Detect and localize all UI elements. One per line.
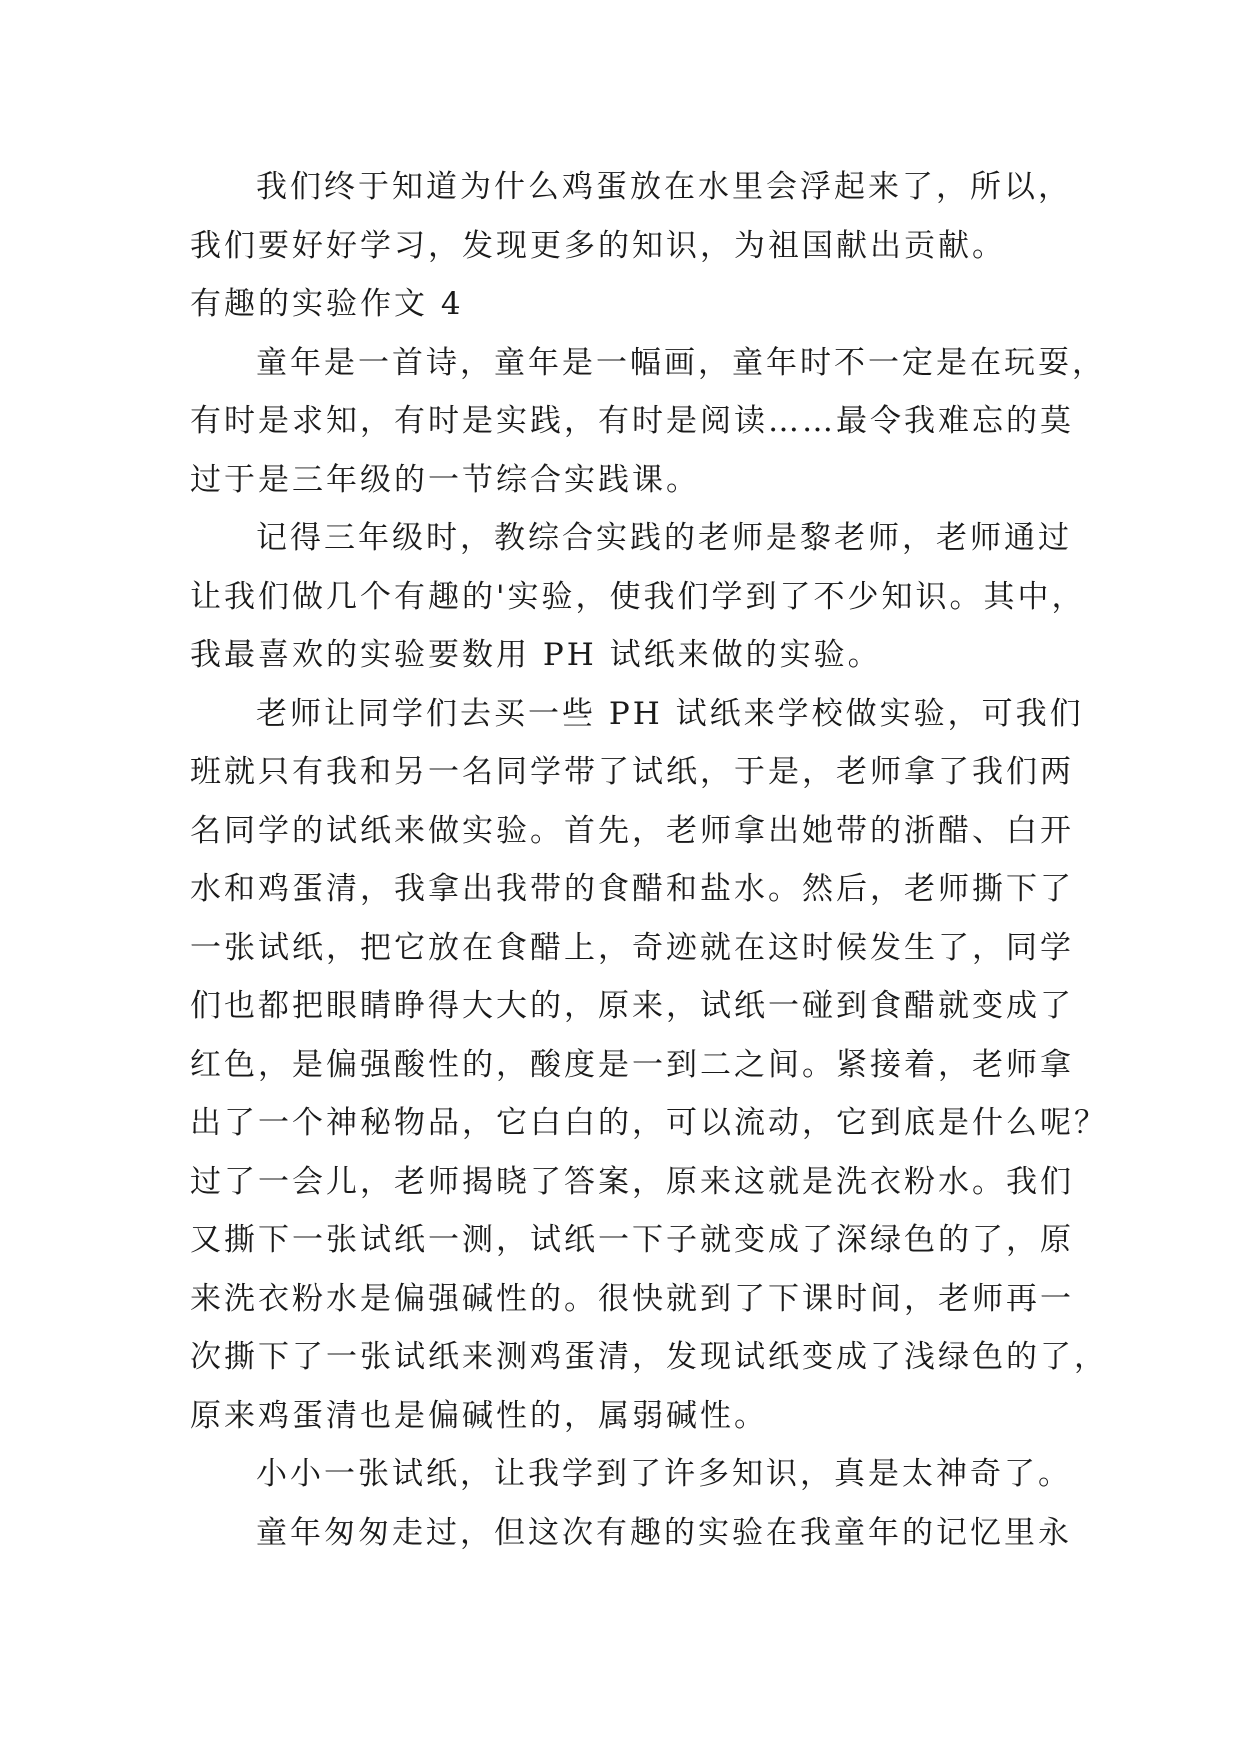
text-line: 又撕下一张试纸一测，试纸一下子就变成了深绿色的了，原 — [190, 1222, 1074, 1258]
text-line: 原来鸡蛋清也是偏碱性的，属弱碱性。 — [190, 1397, 768, 1434]
article-body — [190, 158, 1108, 1562]
text-line: 老师让同学们去买一些 PH 试纸来学校做实验，可我们 — [256, 695, 1084, 732]
text-line: 红色，是偏强酸性的，酸度是一到二之间。紧接着，老师拿 — [190, 1046, 1074, 1083]
text-line: 过了一会儿，老师揭晓了答案，原来这就是洗衣粉水。我们 — [190, 1163, 1074, 1200]
text-line: 我们要好好学习，发现更多的知识，为祖国献出贡献。 — [190, 227, 1006, 264]
text-line: 一张试纸，把它放在食醋上，奇迹就在这时候发生了，同学 — [190, 929, 1074, 966]
text-line: 童年匆匆走过，但这次有趣的实验在我童年的记忆里永 — [256, 1514, 1072, 1551]
text-line: 来洗衣粉水是偏强碱性的。很快就到了下课时间，老师再一 — [190, 1280, 1074, 1317]
text-line: 有时是求知，有时是实践，有时是阅读……最令我难忘的莫 — [190, 403, 1074, 439]
text-line: 出了一个神秘物品，它白白的，可以流动，它到底是什么呢？ — [190, 1105, 1108, 1141]
text-line: 我们终于知道为什么鸡蛋放在水里会浮起来了，所以， — [256, 169, 1072, 205]
text-line: 班就只有我和另一名同学带了试纸，于是，老师拿了我们两 — [190, 754, 1074, 790]
text-line: 名同学的试纸来做实验。首先，老师拿出她带的浙醋、白开 — [190, 812, 1074, 849]
text-line: 水和鸡蛋清，我拿出我带的食醋和盐水。然后，老师撕下了 — [190, 871, 1074, 907]
text-line: 童年是一首诗，童年是一幅画，童年时不一定是在玩耍， — [256, 344, 1106, 381]
text-line: 过于是三年级的一节综合实践课。 — [190, 461, 700, 498]
section-heading: 有趣的实验作文 4 — [190, 286, 464, 322]
text-line: 我最喜欢的实验要数用 PH 试纸来做的实验。 — [190, 637, 882, 673]
text-line: 小小一张试纸，让我学到了许多知识，真是太神奇了。 — [256, 1456, 1072, 1492]
text-line: 们也都把眼睛睁得大大的，原来，试纸一碰到食醋就变成了 — [190, 988, 1074, 1024]
text-line: 让我们做几个有趣的'实验，使我们学到了不少知识。其中， — [190, 578, 1086, 615]
text-line: 记得三年级时，教综合实践的老师是黎老师，老师通过 — [256, 520, 1072, 556]
text-line: 次撕下了一张试纸来测鸡蛋清，发现试纸变成了浅绿色的了， — [190, 1339, 1108, 1375]
